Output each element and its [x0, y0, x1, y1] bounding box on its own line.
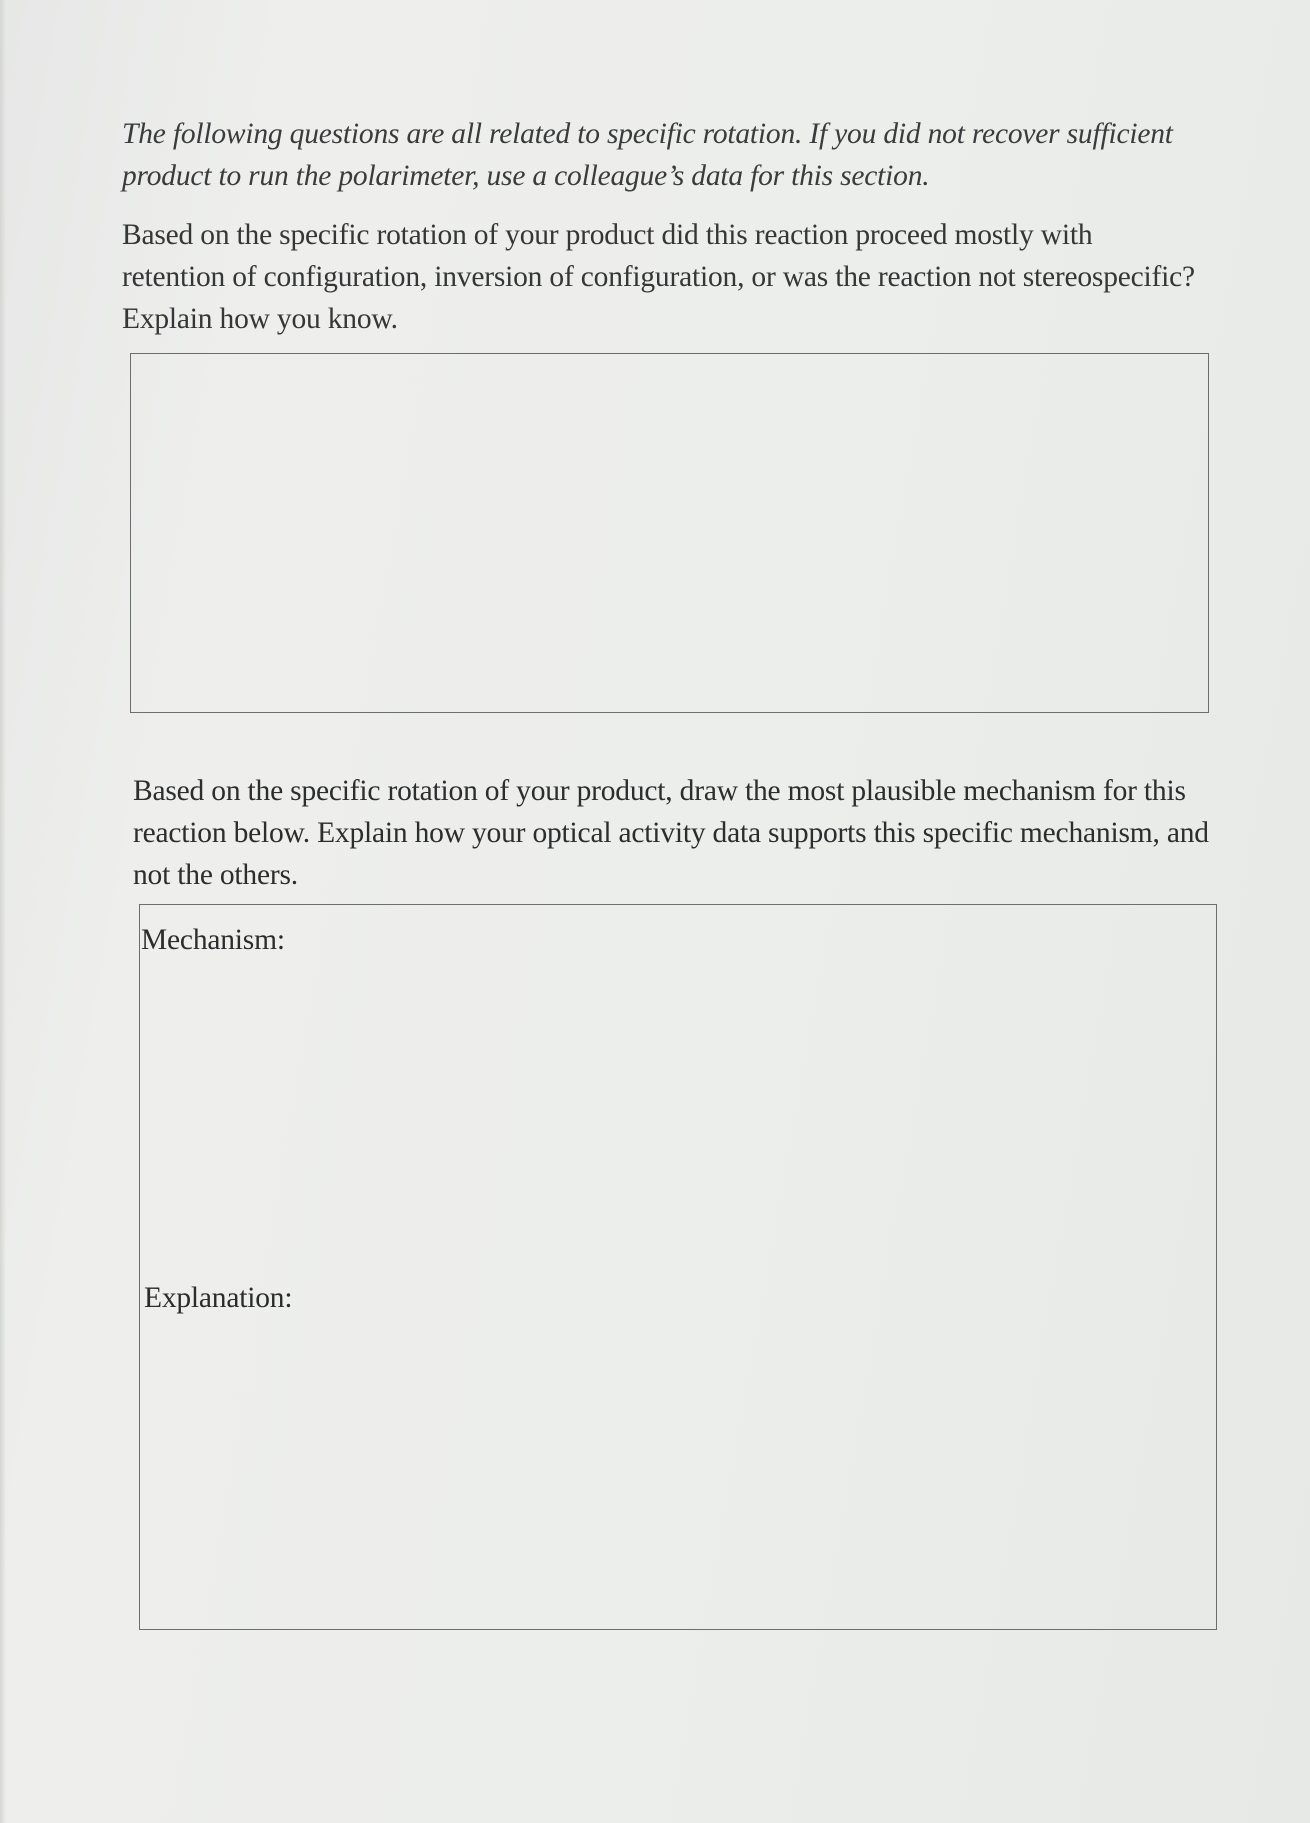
- question-1-prompt: Based on the specific rotation of your product did this reaction proceed mostly with retention of configuration, inversion of configuration, or was the reaction not stereospecific? Explain how you know.: [122, 219, 1195, 335]
- explanation-label: Explanation:: [144, 1282, 293, 1314]
- question-2-prompt: Based on the specific rotation of your product, draw the most plausible mechanism for this reaction below. Explain how your optical activity data supports this specific mechanism, and not the others.: [133, 775, 1209, 891]
- question-1-answer-box[interactable]: [130, 353, 1209, 713]
- mechanism-label: Mechanism:: [141, 924, 285, 956]
- question-2-answer-box[interactable]: [139, 904, 1217, 1630]
- page-edge-shadow: [0, 0, 6, 1823]
- intro-instructions: The following questions are all related to specific rotation. If you did not recover sufficient product to run the polarimeter, use a colleague’s data for this section.: [122, 118, 1173, 192]
